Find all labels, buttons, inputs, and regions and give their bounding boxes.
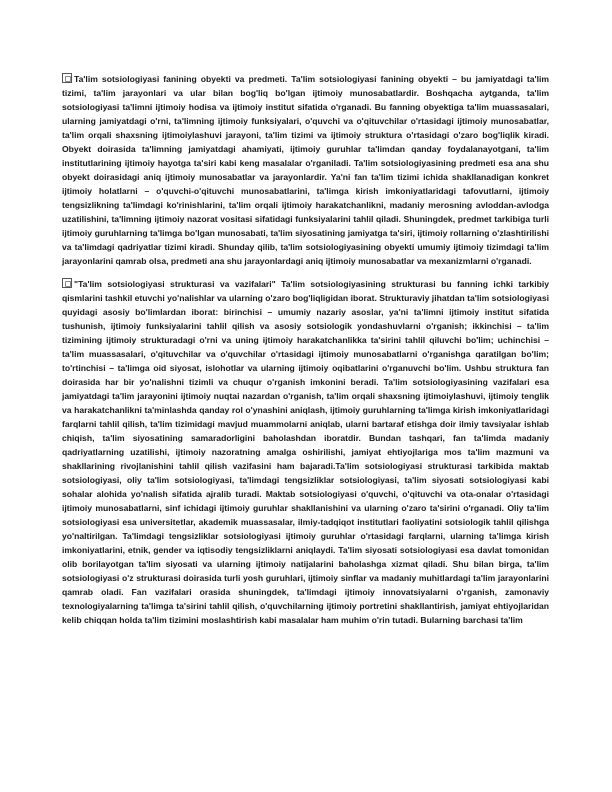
paragraph-object-subject xyxy=(62,72,549,268)
checkbox-icon xyxy=(62,278,72,288)
paragraph-text: Ta'lim sotsiologiyasi fanining obyekti va predmeti. Ta'lim sotsiologiyasi fanining obyekti – bu jamiyatdagi ta'lim tizimi, ta'lim jarayonlari va ular bilan bog'liq bo'lgan ijtimoiy munosabatlardir. Boshqacha aytganda, ta'lim sotsiologiyasi ta'limni ijtimoiy hodisa va ijtimoiy institut sifatida o'rganadi. Bu fanning obyektiga ta'lim muassasalari, ularning jamiyatdagi o'rni, ta'limning ijtimoiy funksiyalari, o'quvchi va o'qituvchilar o'rtasidagi ijtimoiy munosabatlar, ta'lim orqali shaxsning ijtimoiylashuvi jarayoni, ta'lim tizimi va ijtimoiy struktura o'rtasidagi o'zaro bog'liqlik kiradi. Obyekt doirasida ta'limning jamiyatdagi ahamiyati, ijtimoiy guruhlar ta'limdan qanday foydalanayotgani, ta'lim institutlarining ijtimoiy hayotga ta'siri kabi keng masalalar o'rganiladi. Ta'lim sotsiologiyasining predmeti esa ana shu obyekt doirasidagi aniq ijtimoiy munosabatlar va jarayonlardir. Ya'ni fan ta'lim tizimi ichida shakllanadigan konkret ijtimoiy holatlarni – o'quvchi-o'qituvchi munosabatlarini, ta'limga kirish imkoniyatlaridagi tafovutlarni, ijtimoiy tengsizlikning ta'limdagi ko'rinishlarini, ta'lim orqali ijtimoiy harakatchanlikni, madaniy merosning avloddan-avlodga uzatilishini, ta'limning ijtimoiy nazorat vositasi sifatidagi funksiyalarini tahlil qiladi. Shuningdek, predmet tarkibiga turli ijtimoiy guruhlarning ta'limga bo'lgan munosabati, ta'lim siyosatining jamiyatga ta'siri, ijtimoiy rollarning o'zlashtirilishi va ta'limdagi qadriyatlar tizimi kiradi. Shunday qilib, ta'lim sotsiologiyasining obyekti umumiy ijtimoiy tizimdagi ta'lim jarayonlarini qamrab olsa, predmeti ana shu jarayonlardagi aniq ijtimoiy munosabatlar va mexanizmlarni o'rganadi. xyxy=(62,74,549,266)
paragraph-text: "Ta'lim sotsiologiyasi strukturasi va vazifalari" Ta'lim sotsiologiyasining strukturasi bu fanning ichki tarkibiy qismlarini tashkil etuvchi yo'nalishlar va ularning o'zaro bog'liqligidan iborat. Strukturaviy jihatdan ta'lim sotsiologiyasi quyidagi asosiy bo'limlardan iborat: birinchisi – umumiy nazariy asoslar, ya'ni ta'limni ijtimoiy institut sifatida tushunish, ijtimoiy funksiyalarini tahlil qilish va asosiy sotsiologik yondashuvlarni o'rganish; ikkinchisi – ta'lim tizimining ijtimoiy strukturadagi o'rni va uning ijtimoiy harakatchanlikka ta'sirini tahlil qiluvchi bo'lim; uchinchisi – ta'lim muassasalari, o'qituvchilar va o'quvchilar o'rtasidagi ijtimoiy munosabatlarni o'rganishga qaratilgan bo'lim; to'rtinchisi – ta'limga oid siyosat, islohotlar va ularning ijtimoiy oqibatlarini o'rganuvchi bo'lim. Ushbu struktura fan doirasida har bir yo'nalishni tizimli va chuqur o'rganish imkonini beradi. Ta'lim sotsiologiyasining vazifalari esa jamiyatdagi ta'lim jarayonini ijtimoiy nuqtai nazardan o'rganish, ta'lim orqali shaxsning ijtimoiylashuvi, ijtimoiy tenglik va harakatchanlikni ta'minlashda qanday rol o'ynashini aniqlash, ijtimoiy guruhlarning ta'limga kirish imkoniyatlaridagi farqlarni tahlil qilish, ta'lim tizimidagi mavjud muammolarni aniqlab, ularni bartaraf etishga doir ilmiy tavsiyalar ishlab chiqish, ta'lim siyosatining samaradorligini baholashdan iboratdir. Bundan tashqari, fan ta'limda madaniy qadriyatlarning uzatilishi, ijtimoiy nazoratning amalga oshirilishi, jamiyat ehtiyojlariga mos ta'lim mazmuni va shakllarining rivojlanishini tahlil qilish vazifasini ham bajaradi.Ta'lim sotsiologiyasi strukturasi tarkibida maktab sotsiologiyasi, oliy ta'lim sotsiologiyasi, ta'limdagi tengsizliklar sotsiologiyasi, ta'lim siyosati sotsiologiyasi kabi sohalar alohida yo'nalish sifatida ajralib turadi. Maktab sotsiologiyasi o'quvchi, o'qituvchi va ota-onalar o'rtasidagi ijtimoiy munosabatlarni, sinf ichidagi ijtimoiy guruhlar shakllanishini va ularning o'zaro ta'sirini o'rganadi. Oliy ta'lim sotsiologiyasi esa universitetlar, akademik muassasalar, ilmiy-tadqiqot institutlari faoliyatini sotsiologik tahlil qilishga yo'naltirilgan. Ta'limdagi tengsizliklar sotsiologiyasi ijtimoiy guruhlar o'rtasidagi farqlarni, ularning ta'limga kirish imkoniyatlarini, etnik, gender va iqtisodiy tengsizliklarni aniqlaydi. Ta'lim siyosati sotsiologiyasi esa davlat tomonidan olib borilayotgan ta'lim siyosati va ularning ijtimoiy natijalarini baholashga xizmat qiladi. Shu bilan birga, ta'lim sotsiologiyasi o'z strukturasi doirasida turli yosh guruhlari, ijtimoiy sinflar va madaniy muhitlardagi ta'lim jarayonlarini qamrab oladi. Fan vazifalari orasida shuningdek, ta'limdagi ijtimoiy innovatsiyalarni o'rganish, zamonaviy texnologiyalarning ta'limga ta'sirini tahlil qilish, o'quvchilarning ijtimoiy portretini shakllantirish, jamiyat ehtiyojlaridan kelib chiqqan holda ta'lim tizimini moslashtirish kabi masalalar ham muhim o'rin tutadi. Bularning barchasi ta'lim xyxy=(62,279,549,625)
checkbox-icon xyxy=(62,73,72,83)
paragraph-structure-tasks xyxy=(62,277,549,627)
